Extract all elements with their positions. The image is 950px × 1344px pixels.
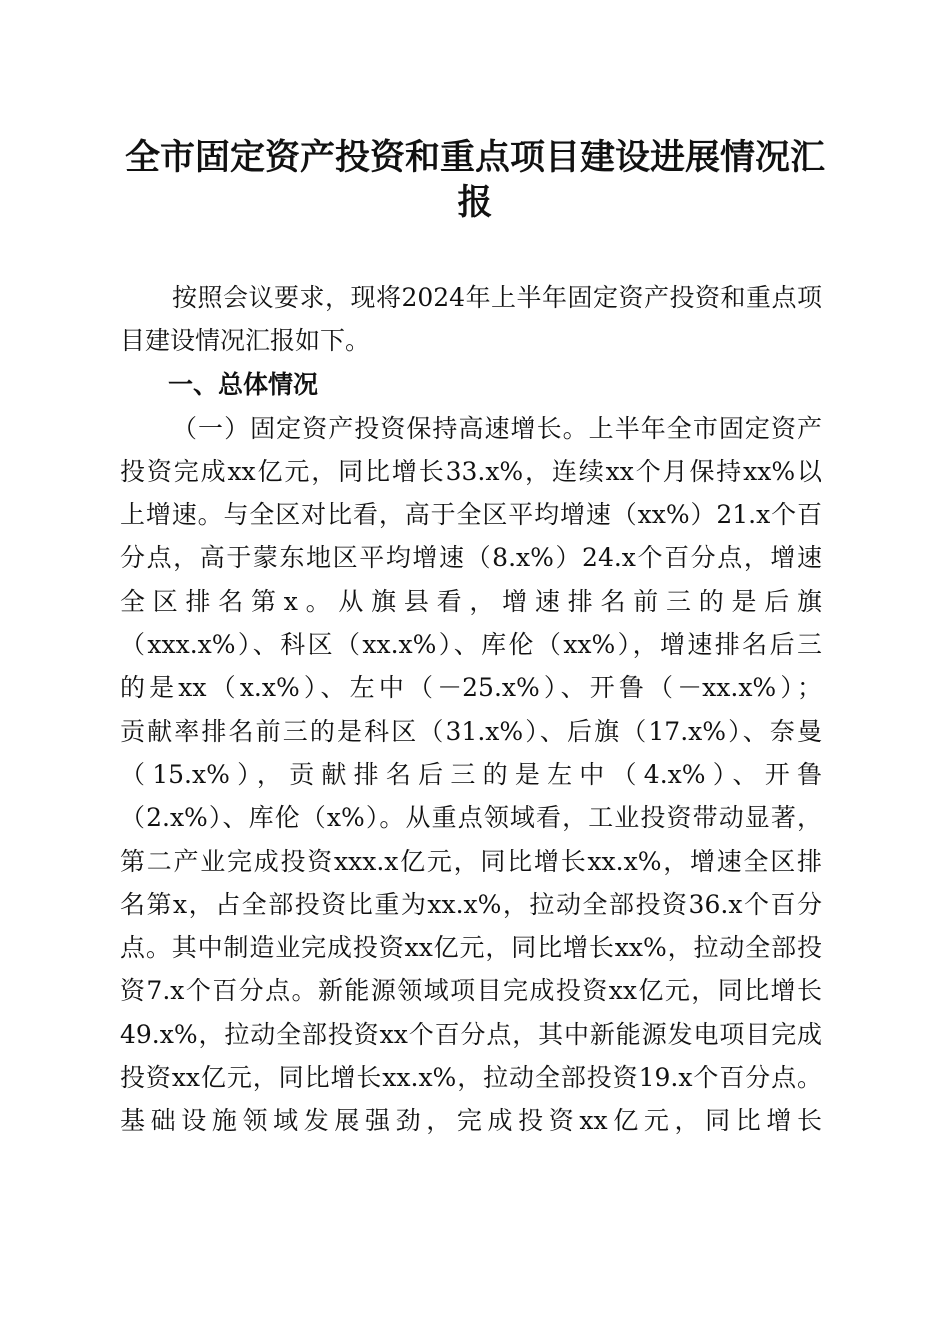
title-line-1: 全市固定资产投资和重点项目建设进展情况汇 <box>124 137 825 178</box>
document-body <box>120 276 822 1143</box>
paragraph-line: （一）固定资产投资保持高速增长。上半年全市固定资产 <box>172 413 822 443</box>
paragraph-line: 上增速。与全区对比看，高于全区平均增速（xx%）21.x个百 <box>120 500 822 530</box>
document-title <box>110 135 840 225</box>
paragraph-line: 投资xx亿元，同比增长xx.x%，拉动全部投资19.x个百分点。 <box>120 1063 822 1093</box>
section-heading: 一、总体情况 <box>168 369 319 399</box>
paragraph-1 <box>120 407 822 1143</box>
paragraph-line: （xxx.x%）、科区（xx.x%）、库伦（xx%），增速排名后三 <box>120 630 822 660</box>
paragraph-line: 第二产业完成投资xxx.x亿元，同比增长xx.x%，增速全区排 <box>120 846 822 876</box>
intro-line-2: 目建设情况汇报如下。 <box>120 326 371 356</box>
paragraph-line: （15.x%），贡献排名后三的是左中（4.x%）、开鲁 <box>120 759 822 789</box>
paragraph-line: 的是xx（x.x%）、左中（－25.x%）、开鲁（－xx.x%）； <box>120 673 822 703</box>
paragraph-line: 贡献率排名前三的是科区（31.x%）、后旗（17.x%）、奈曼 <box>120 716 822 746</box>
paragraph-line: 投资完成xx亿元，同比增长33.x%，连续xx个月保持xx%以 <box>120 456 822 486</box>
paragraph-line: 点。其中制造业完成投资xx亿元，同比增长xx%，拉动全部投 <box>120 933 822 963</box>
paragraph-line: 全区排名第x。从旗县看，增速排名前三的是后旗 <box>120 586 822 616</box>
paragraph-line: 49.x%，拉动全部投资xx个百分点，其中新能源发电项目完成 <box>120 1019 822 1049</box>
paragraph-line: 基础设施领域发展强劲，完成投资xx亿元，同比增长 <box>120 1106 822 1136</box>
title-line-2: 报 <box>457 182 493 223</box>
paragraph-line: 资7.x个百分点。新能源领域项目完成投资xx亿元，同比增长 <box>120 976 822 1006</box>
paragraph-line: 分点，高于蒙东地区平均增速（8.x%）24.x个百分点，增速 <box>120 543 822 573</box>
intro-line-1: 按照会议要求，现将2024年上半年固定资产投资和重点项 <box>172 283 822 312</box>
paragraph-line: （2.x%）、库伦（x%）。从重点领域看，工业投资带动显著， <box>120 803 822 833</box>
paragraph-line: 名第x，占全部投资比重为xx.x%，拉动全部投资36.x个百分 <box>120 889 822 919</box>
